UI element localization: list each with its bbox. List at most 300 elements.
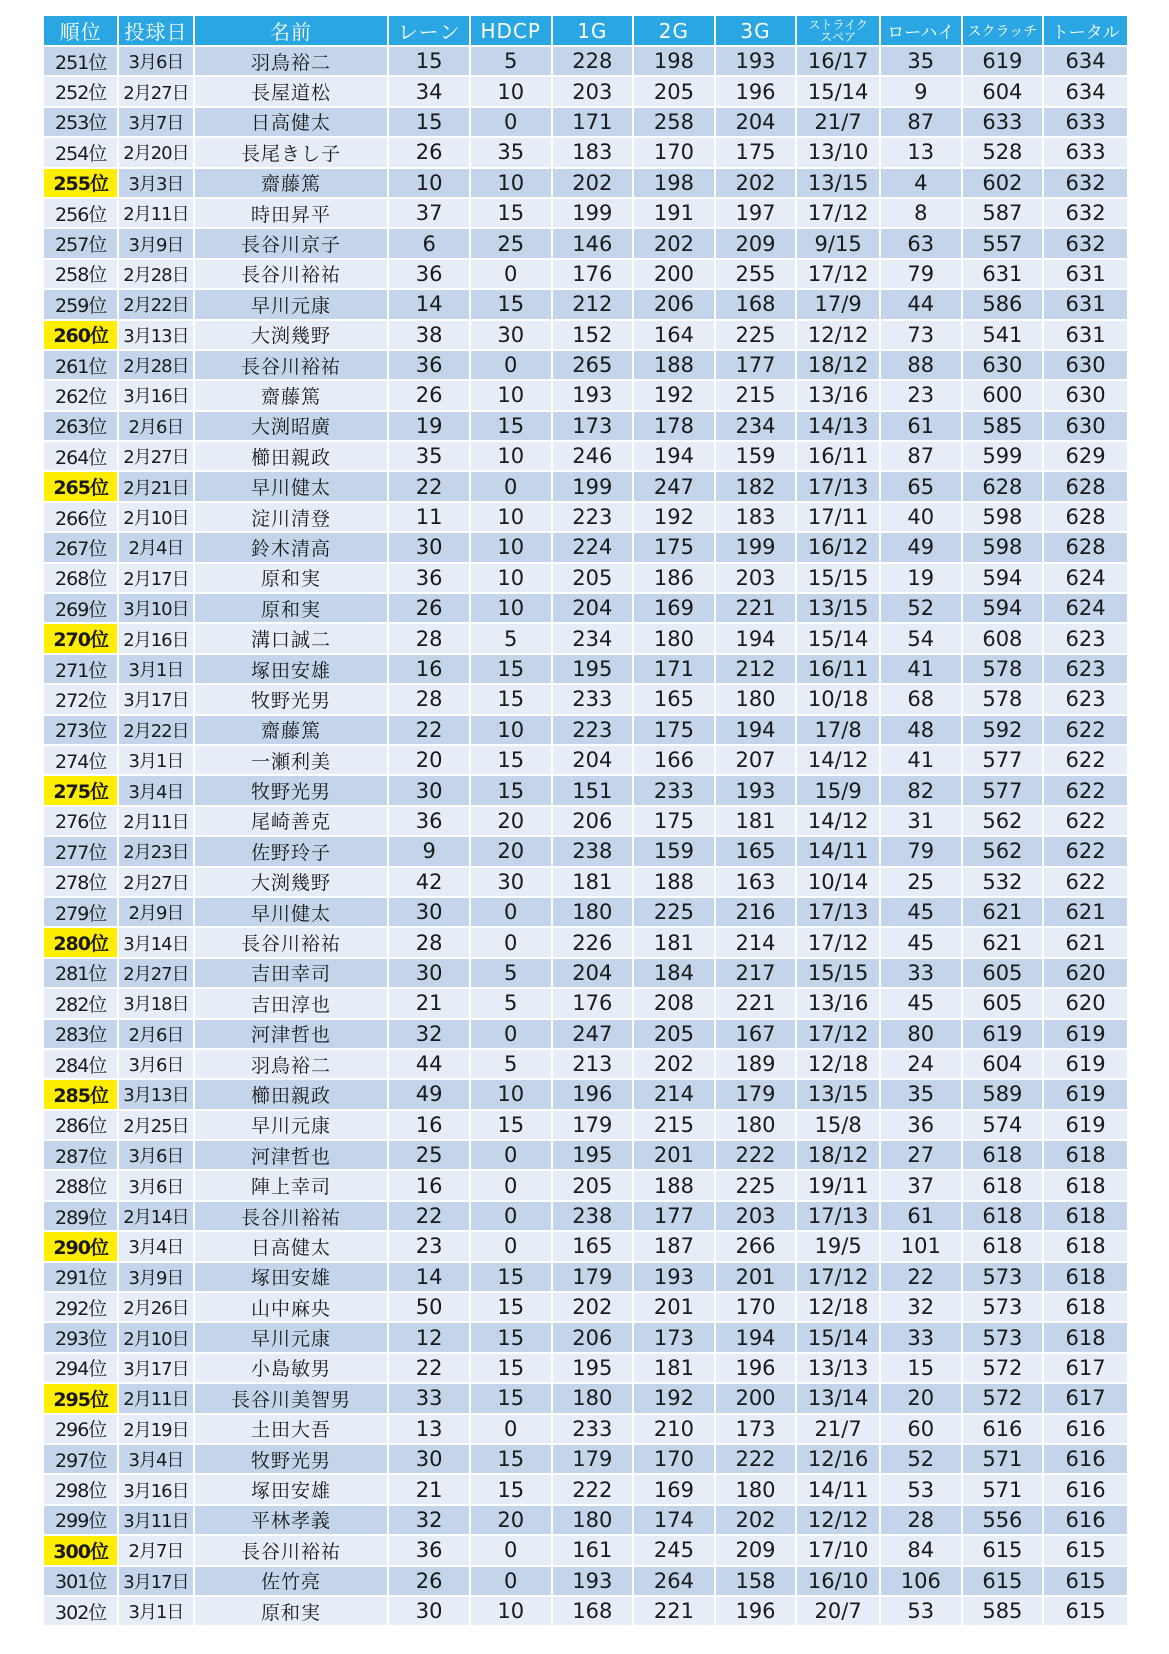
low-high-cell: 37: [881, 1171, 961, 1199]
header-low-high: ローハイ: [881, 16, 961, 45]
strike-spare-cell: 16/11: [797, 442, 879, 470]
game2-cell: 159: [634, 837, 714, 865]
game1-cell: 203: [553, 77, 633, 105]
total-cell: 630: [1044, 351, 1127, 379]
name-cell: 早川元康: [195, 290, 388, 318]
header-spare-label: スペア: [820, 29, 857, 44]
lane-cell: 30: [389, 1445, 469, 1473]
rank-cell: 278位: [44, 868, 117, 896]
hdcp-cell: 15: [471, 1293, 551, 1321]
table-row: [44, 1323, 1127, 1351]
total-cell: 619: [1044, 1050, 1127, 1078]
name-cell: 吉田幸司: [195, 959, 388, 987]
table-row: [44, 1080, 1127, 1108]
strike-spare-cell: 13/10: [797, 138, 879, 166]
rank-cell: 285位: [44, 1080, 117, 1108]
rank-cell: 268位: [44, 564, 117, 592]
date-cell: 2月28日: [119, 351, 192, 379]
rank-cell: 270位: [44, 624, 117, 652]
rank-cell: 277位: [44, 837, 117, 865]
lane-cell: 49: [389, 1080, 469, 1108]
hdcp-cell: 0: [471, 1141, 551, 1169]
hdcp-cell: 0: [471, 928, 551, 956]
game1-cell: 195: [553, 1141, 633, 1169]
hdcp-cell: 15: [471, 776, 551, 804]
total-cell: 630: [1044, 381, 1127, 409]
low-high-cell: 28: [881, 1506, 961, 1534]
low-high-cell: 106: [881, 1567, 961, 1595]
low-high-cell: 53: [881, 1597, 961, 1625]
game3-cell: 182: [716, 472, 796, 500]
date-cell: 3月1日: [119, 655, 192, 683]
date-cell: 3月6日: [119, 47, 192, 75]
game1-cell: 165: [553, 1232, 633, 1260]
total-cell: 628: [1044, 472, 1127, 500]
name-cell: 早川健太: [195, 472, 388, 500]
date-cell: 2月27日: [119, 442, 192, 470]
low-high-cell: 82: [881, 776, 961, 804]
date-cell: 3月17日: [119, 1354, 192, 1382]
game2-cell: 188: [634, 351, 714, 379]
lane-cell: 22: [389, 716, 469, 744]
rank-cell: 301位: [44, 1567, 117, 1595]
ranking-sheet: [44, 16, 1131, 1625]
total-cell: 623: [1044, 685, 1127, 713]
game3-cell: 222: [716, 1445, 796, 1473]
total-cell: 632: [1044, 229, 1127, 257]
game3-cell: 203: [716, 1202, 796, 1230]
rank-cell: 266位: [44, 503, 117, 531]
rank-cell: 297位: [44, 1445, 117, 1473]
game2-cell: 258: [634, 108, 714, 136]
rank-cell: 252位: [44, 77, 117, 105]
game1-cell: 246: [553, 442, 633, 470]
name-cell: 大渕幾野: [195, 868, 388, 896]
game1-cell: 234: [553, 624, 633, 652]
game3-cell: 163: [716, 868, 796, 896]
lane-cell: 36: [389, 807, 469, 835]
name-cell: 溝口誠二: [195, 624, 388, 652]
table-row: [44, 1506, 1127, 1534]
low-high-cell: 9: [881, 77, 961, 105]
rank-cell: 276位: [44, 807, 117, 835]
name-cell: 日高健太: [195, 1232, 388, 1260]
low-high-cell: 45: [881, 989, 961, 1017]
total-cell: 616: [1044, 1415, 1127, 1443]
game2-cell: 194: [634, 442, 714, 470]
scratch-cell: 619: [963, 47, 1043, 75]
name-cell: 佐竹亮: [195, 1567, 388, 1595]
game2-cell: 233: [634, 776, 714, 804]
game2-cell: 202: [634, 229, 714, 257]
total-cell: 628: [1044, 503, 1127, 531]
game1-cell: 152: [553, 321, 633, 349]
game3-cell: 196: [716, 1597, 796, 1625]
table-row: [44, 989, 1127, 1017]
table-row: [44, 1232, 1127, 1260]
game2-cell: 174: [634, 1506, 714, 1534]
game3-cell: 199: [716, 533, 796, 561]
strike-spare-cell: 17/10: [797, 1536, 879, 1564]
table-row: [44, 928, 1127, 956]
scratch-cell: 599: [963, 442, 1043, 470]
low-high-cell: 44: [881, 290, 961, 318]
strike-spare-cell: 16/12: [797, 533, 879, 561]
scratch-cell: 574: [963, 1111, 1043, 1139]
game1-cell: 161: [553, 1536, 633, 1564]
date-cell: 2月22日: [119, 290, 192, 318]
hdcp-cell: 15: [471, 1475, 551, 1503]
low-high-cell: 73: [881, 321, 961, 349]
name-cell: 齋藤篤: [195, 169, 388, 197]
game3-cell: 196: [716, 77, 796, 105]
low-high-cell: 36: [881, 1111, 961, 1139]
game2-cell: 175: [634, 807, 714, 835]
lane-cell: 44: [389, 1050, 469, 1078]
rank-cell: 271位: [44, 655, 117, 683]
total-cell: 628: [1044, 533, 1127, 561]
game3-cell: 234: [716, 412, 796, 440]
scratch-cell: 628: [963, 472, 1043, 500]
scratch-cell: 577: [963, 776, 1043, 804]
lane-cell: 35: [389, 442, 469, 470]
strike-spare-cell: 21/7: [797, 108, 879, 136]
date-cell: 3月4日: [119, 1445, 192, 1473]
game1-cell: 176: [553, 989, 633, 1017]
hdcp-cell: 10: [471, 77, 551, 105]
game1-cell: 223: [553, 716, 633, 744]
total-cell: 616: [1044, 1445, 1127, 1473]
low-high-cell: 52: [881, 594, 961, 622]
scratch-cell: 573: [963, 1293, 1043, 1321]
table-row: [44, 381, 1127, 409]
low-high-cell: 35: [881, 1080, 961, 1108]
date-cell: 3月10日: [119, 594, 192, 622]
lane-cell: 36: [389, 260, 469, 288]
strike-spare-cell: 20/7: [797, 1597, 879, 1625]
scratch-cell: 556: [963, 1506, 1043, 1534]
rank-cell: 262位: [44, 381, 117, 409]
game3-cell: 212: [716, 655, 796, 683]
header-strike-spare: [797, 16, 879, 45]
date-cell: 2月11日: [119, 199, 192, 227]
game2-cell: 198: [634, 169, 714, 197]
game3-cell: 165: [716, 837, 796, 865]
date-cell: 3月4日: [119, 776, 192, 804]
game2-cell: 208: [634, 989, 714, 1017]
total-cell: 622: [1044, 746, 1127, 774]
low-high-cell: 101: [881, 1232, 961, 1260]
game2-cell: 201: [634, 1293, 714, 1321]
strike-spare-cell: 12/12: [797, 321, 879, 349]
game3-cell: 159: [716, 442, 796, 470]
table-row: [44, 746, 1127, 774]
table-row: [44, 108, 1127, 136]
lane-cell: 32: [389, 1506, 469, 1534]
hdcp-cell: 5: [471, 624, 551, 652]
low-high-cell: 61: [881, 1202, 961, 1230]
game1-cell: 180: [553, 1506, 633, 1534]
total-cell: 618: [1044, 1293, 1127, 1321]
hdcp-cell: 10: [471, 1080, 551, 1108]
strike-spare-cell: 17/12: [797, 928, 879, 956]
lane-cell: 15: [389, 108, 469, 136]
name-cell: 原和実: [195, 594, 388, 622]
lane-cell: 15: [389, 47, 469, 75]
date-cell: 2月21日: [119, 472, 192, 500]
low-high-cell: 60: [881, 1415, 961, 1443]
table-row: [44, 776, 1127, 804]
rank-cell: 295位: [44, 1384, 117, 1412]
game2-cell: 166: [634, 746, 714, 774]
game1-cell: 202: [553, 1293, 633, 1321]
table-row: [44, 1567, 1127, 1595]
game1-cell: 223: [553, 503, 633, 531]
header-lane: レーン: [389, 16, 469, 45]
game1-cell: 212: [553, 290, 633, 318]
game3-cell: 194: [716, 624, 796, 652]
scratch-cell: 605: [963, 959, 1043, 987]
hdcp-cell: 10: [471, 564, 551, 592]
hdcp-cell: 15: [471, 685, 551, 713]
game3-cell: 225: [716, 1171, 796, 1199]
lane-cell: 36: [389, 1536, 469, 1564]
game1-cell: 238: [553, 837, 633, 865]
scratch-cell: 528: [963, 138, 1043, 166]
lane-cell: 28: [389, 685, 469, 713]
game2-cell: 225: [634, 898, 714, 926]
scratch-cell: 557: [963, 229, 1043, 257]
low-high-cell: 33: [881, 1323, 961, 1351]
name-cell: 早川元康: [195, 1111, 388, 1139]
game3-cell: 167: [716, 1020, 796, 1048]
hdcp-cell: 20: [471, 807, 551, 835]
hdcp-cell: 0: [471, 108, 551, 136]
strike-spare-cell: 17/12: [797, 1263, 879, 1291]
strike-spare-cell: 14/12: [797, 746, 879, 774]
strike-spare-cell: 17/12: [797, 260, 879, 288]
game3-cell: 225: [716, 321, 796, 349]
total-cell: 618: [1044, 1323, 1127, 1351]
low-high-cell: 88: [881, 351, 961, 379]
hdcp-cell: 0: [471, 898, 551, 926]
date-cell: 2月19日: [119, 1415, 192, 1443]
name-cell: 小島敏男: [195, 1354, 388, 1382]
lane-cell: 16: [389, 1111, 469, 1139]
rank-cell: 257位: [44, 229, 117, 257]
strike-spare-cell: 21/7: [797, 1415, 879, 1443]
header-total: トータル: [1044, 16, 1127, 45]
date-cell: 2月20日: [119, 138, 192, 166]
total-cell: 631: [1044, 321, 1127, 349]
scratch-cell: 621: [963, 928, 1043, 956]
lane-cell: 9: [389, 837, 469, 865]
game1-cell: 179: [553, 1445, 633, 1473]
lane-cell: 38: [389, 321, 469, 349]
game2-cell: 264: [634, 1567, 714, 1595]
strike-spare-cell: 17/13: [797, 1202, 879, 1230]
hdcp-cell: 30: [471, 321, 551, 349]
hdcp-cell: 0: [471, 351, 551, 379]
table-row: [44, 959, 1127, 987]
table-row: [44, 655, 1127, 683]
game2-cell: 192: [634, 503, 714, 531]
hdcp-cell: 20: [471, 1506, 551, 1534]
game2-cell: 178: [634, 412, 714, 440]
rank-cell: 265位: [44, 472, 117, 500]
table-row: [44, 594, 1127, 622]
rank-cell: 287位: [44, 1141, 117, 1169]
date-cell: 2月9日: [119, 898, 192, 926]
game3-cell: 194: [716, 716, 796, 744]
game1-cell: 173: [553, 412, 633, 440]
date-cell: 3月16日: [119, 1475, 192, 1503]
game1-cell: 151: [553, 776, 633, 804]
hdcp-cell: 15: [471, 1263, 551, 1291]
total-cell: 620: [1044, 959, 1127, 987]
hdcp-cell: 10: [471, 169, 551, 197]
strike-spare-cell: 12/18: [797, 1293, 879, 1321]
low-high-cell: 24: [881, 1050, 961, 1078]
name-cell: 平林孝義: [195, 1506, 388, 1534]
hdcp-cell: 0: [471, 1171, 551, 1199]
low-high-cell: 33: [881, 959, 961, 987]
strike-spare-cell: 17/12: [797, 1020, 879, 1048]
name-cell: 塚田安雄: [195, 1263, 388, 1291]
game2-cell: 192: [634, 1384, 714, 1412]
game3-cell: 204: [716, 108, 796, 136]
date-cell: 2月17日: [119, 564, 192, 592]
scratch-cell: 598: [963, 533, 1043, 561]
game2-cell: 192: [634, 381, 714, 409]
table-row: [44, 1536, 1127, 1564]
low-high-cell: 41: [881, 655, 961, 683]
scratch-cell: 587: [963, 199, 1043, 227]
game1-cell: 199: [553, 199, 633, 227]
game3-cell: 255: [716, 260, 796, 288]
lane-cell: 14: [389, 1263, 469, 1291]
game1-cell: 196: [553, 1080, 633, 1108]
scratch-cell: 630: [963, 351, 1043, 379]
name-cell: 一瀬利美: [195, 746, 388, 774]
game1-cell: 204: [553, 594, 633, 622]
low-high-cell: 45: [881, 928, 961, 956]
name-cell: 淀川清登: [195, 503, 388, 531]
total-cell: 618: [1044, 1263, 1127, 1291]
game2-cell: 177: [634, 1202, 714, 1230]
name-cell: 櫛田親政: [195, 442, 388, 470]
game1-cell: 168: [553, 1597, 633, 1625]
low-high-cell: 54: [881, 624, 961, 652]
header-game2: 2G: [634, 16, 714, 45]
rank-cell: 286位: [44, 1111, 117, 1139]
rank-cell: 293位: [44, 1323, 117, 1351]
name-cell: 塚田安雄: [195, 1475, 388, 1503]
game1-cell: 180: [553, 898, 633, 926]
lane-cell: 22: [389, 1354, 469, 1382]
total-cell: 617: [1044, 1384, 1127, 1412]
header-name: 名前: [195, 16, 388, 45]
game3-cell: 168: [716, 290, 796, 318]
total-cell: 623: [1044, 624, 1127, 652]
strike-spare-cell: 15/14: [797, 1323, 879, 1351]
hdcp-cell: 0: [471, 1567, 551, 1595]
rank-cell: 274位: [44, 746, 117, 774]
lane-cell: 23: [389, 1232, 469, 1260]
name-cell: 塚田安雄: [195, 655, 388, 683]
name-cell: 齋藤篤: [195, 381, 388, 409]
strike-spare-cell: 9/15: [797, 229, 879, 257]
game1-cell: 183: [553, 138, 633, 166]
date-cell: 2月26日: [119, 1293, 192, 1321]
lane-cell: 26: [389, 138, 469, 166]
rank-cell: 283位: [44, 1020, 117, 1048]
game2-cell: 186: [634, 564, 714, 592]
strike-spare-cell: 14/13: [797, 412, 879, 440]
strike-spare-cell: 19/5: [797, 1232, 879, 1260]
strike-spare-cell: 13/15: [797, 169, 879, 197]
lane-cell: 26: [389, 381, 469, 409]
game3-cell: 201: [716, 1263, 796, 1291]
game1-cell: 204: [553, 746, 633, 774]
total-cell: 624: [1044, 594, 1127, 622]
low-high-cell: 13: [881, 138, 961, 166]
low-high-cell: 8: [881, 199, 961, 227]
date-cell: 2月4日: [119, 533, 192, 561]
game2-cell: 180: [634, 624, 714, 652]
game3-cell: 215: [716, 381, 796, 409]
strike-spare-cell: 17/9: [797, 290, 879, 318]
lane-cell: 32: [389, 1020, 469, 1048]
date-cell: 2月7日: [119, 1536, 192, 1564]
scratch-cell: 571: [963, 1475, 1043, 1503]
strike-spare-cell: 15/8: [797, 1111, 879, 1139]
rank-cell: 264位: [44, 442, 117, 470]
game2-cell: 214: [634, 1080, 714, 1108]
game2-cell: 170: [634, 138, 714, 166]
rank-cell: 298位: [44, 1475, 117, 1503]
game2-cell: 164: [634, 321, 714, 349]
table-row: [44, 47, 1127, 75]
table-row: [44, 321, 1127, 349]
name-cell: 齋藤篤: [195, 716, 388, 744]
name-cell: 日高健太: [195, 108, 388, 136]
game2-cell: 245: [634, 1536, 714, 1564]
game2-cell: 170: [634, 1445, 714, 1473]
total-cell: 632: [1044, 169, 1127, 197]
date-cell: 2月22日: [119, 716, 192, 744]
date-cell: 2月23日: [119, 837, 192, 865]
game1-cell: 228: [553, 47, 633, 75]
low-high-cell: 22: [881, 1263, 961, 1291]
low-high-cell: 87: [881, 108, 961, 136]
strike-spare-cell: 13/15: [797, 594, 879, 622]
name-cell: 櫛田親政: [195, 1080, 388, 1108]
strike-spare-cell: 16/17: [797, 47, 879, 75]
game2-cell: 193: [634, 1263, 714, 1291]
scratch-cell: 573: [963, 1263, 1043, 1291]
scratch-cell: 619: [963, 1020, 1043, 1048]
game3-cell: 207: [716, 746, 796, 774]
game1-cell: 206: [553, 807, 633, 835]
total-cell: 633: [1044, 108, 1127, 136]
low-high-cell: 49: [881, 533, 961, 561]
lane-cell: 11: [389, 503, 469, 531]
name-cell: 原和実: [195, 564, 388, 592]
hdcp-cell: 15: [471, 1323, 551, 1351]
header-strike-label: ストライク: [808, 17, 868, 32]
strike-spare-cell: 18/12: [797, 1141, 879, 1169]
